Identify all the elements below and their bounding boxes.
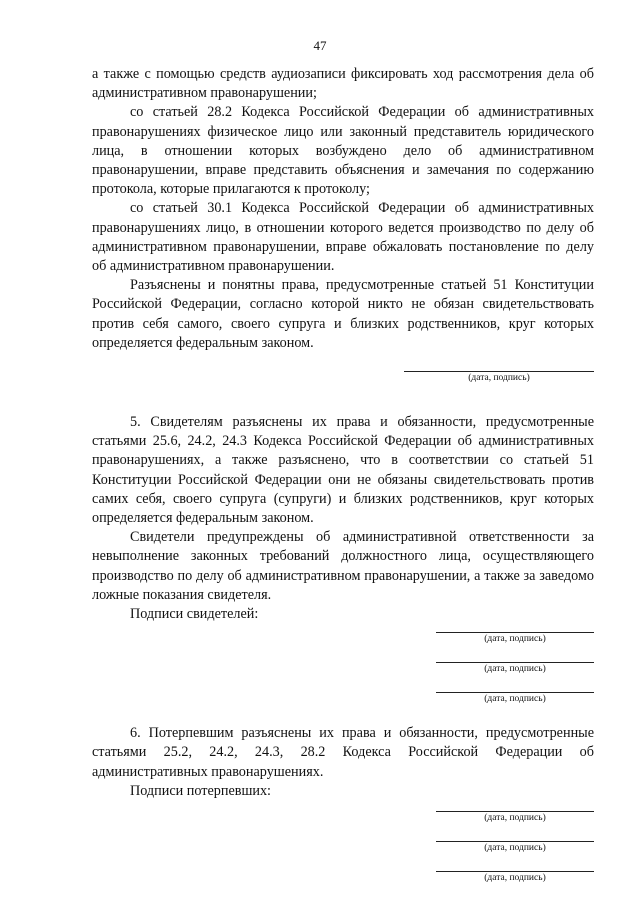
document-body	[92, 65, 594, 893]
signature-caption: (дата, подпись)	[436, 632, 594, 646]
paragraph-article-51: Разъяснены и понятны права, предусмотренные статьей 51 Конституции Российской Федерации, согласно которой никто не обязан свидетельствовать против себя самого, своего супруга и близких родственников, круг которых определяется федеральным законом.	[92, 277, 594, 351]
signature-line-offender	[92, 371, 594, 393]
signature-line-witness-2	[92, 662, 594, 684]
paragraph-witness-warning: Свидетели предупреждены об административной ответственности за невыполнение законных требований должностного лица, осуществляющего производство по делу об административном правонарушении, а также за заведомо ложные показания свидетеля.	[92, 529, 594, 603]
signature-line-victim-1	[92, 811, 594, 833]
signature-caption: (дата, подпись)	[436, 811, 594, 825]
signature-line-victim-3	[92, 871, 594, 893]
signature-line-witness-1	[92, 632, 594, 654]
signature-caption: (дата, подпись)	[436, 871, 594, 885]
signature-line-witness-3	[92, 692, 594, 714]
signature-caption: (дата, подпись)	[436, 841, 594, 855]
paragraph-witness-rights: 5. Свидетелям разъяснены их права и обязанности, предусмотренные статьями 25.6, 24.2, 24.3 Кодекса Российской Федерации об административных правонарушениях, а также разъяснено, что в соответствии со статьей 51 Конституции Российской Федерации они не обязаны свидетельствовать против самих себя, своего супруга (супруги) и близких родственников, круг которых определяется федеральным законом.	[92, 414, 594, 527]
signature-line-victim-2	[92, 841, 594, 863]
paragraph-victim-rights: 6. Потерпевшим разъяснены их права и обязанности, предусмотренные статьями 25.2, 24.2, 24.3, 28.2 Кодекса Российской Федерации об административных правонарушениях.	[92, 725, 594, 780]
page-number: 47	[313, 38, 327, 53]
paragraph-audio-recording: а также с помощью средств аудиозаписи фиксировать ход рассмотрения дела об административном правонарушении;	[92, 66, 594, 102]
signature-caption: (дата, подпись)	[404, 371, 594, 385]
paragraph-article-28-2: со статьей 28.2 Кодекса Российской Федерации об административных правонарушениях физическое лицо или законный представитель юридического лица, в отношении которых возбуждено дело об административном правонарушении, вправе представить объяснения и замечания по содержанию протокола, которые прилагаются к протоколу;	[92, 104, 594, 198]
signature-caption: (дата, подпись)	[436, 692, 594, 706]
victim-signatures-label: Подписи потерпевших:	[130, 782, 272, 799]
witness-signatures-label: Подписи свидетелей:	[130, 606, 259, 623]
paragraph-article-30-1: со статьей 30.1 Кодекса Российской Федерации об административных правонарушениях лицо, в отношении которого ведется производство по делу об административном правонарушении, вправе обжаловать постановление по делу об административном правонарушении.	[92, 200, 594, 275]
signature-caption: (дата, подпись)	[436, 662, 594, 676]
